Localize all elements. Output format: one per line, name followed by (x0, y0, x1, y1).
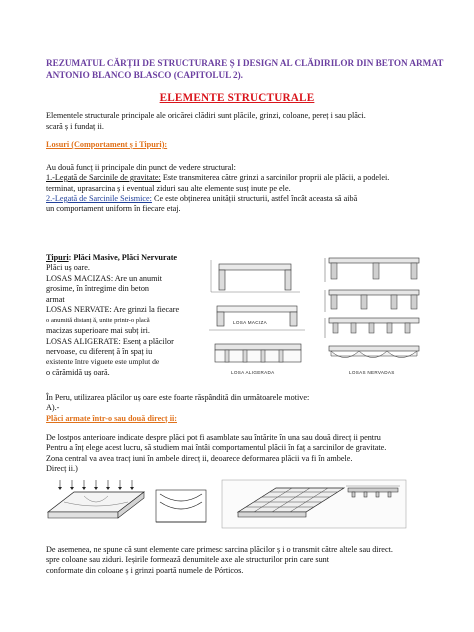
loaded-slab-drawing (48, 480, 144, 518)
slab-types-illustration (205, 252, 433, 382)
types-line: nervoase, cu diferenț ă în spaț iu (46, 347, 153, 356)
document-title (46, 57, 446, 81)
types-line: Plăci uș oare. (46, 263, 90, 272)
para2-line: Direcț ii.) (46, 464, 78, 473)
function-2 (46, 194, 357, 205)
losa-aligerada-label: LOSA ALIGERADA (231, 370, 275, 375)
function-2-text: Ce este obținerea unității structurii, astfel încât aceasta să aibă (151, 194, 358, 203)
deflected-strip-drawing (156, 490, 206, 522)
types-label: Tipuri (46, 253, 69, 262)
losa-maciza-drawing (209, 260, 305, 330)
losa-nervada-drawing (325, 258, 419, 375)
title-line-1: REZUMATUL CĂRȚII DE STRUCTURARE Ș I DESIGN AL CLĂDIRILOR DIN BETON ARMAT (46, 58, 444, 68)
types-line: o cărămidă uș oară. (46, 368, 110, 377)
types-line: LOSAS ALIGERATE: Esenț a plăcilor (46, 337, 174, 346)
ribbed-slab-drawing (222, 480, 406, 528)
peru-line: În Peru, utilizarea plăcilor uș oare este foarte răspândită din următoarele motive: (46, 393, 310, 402)
para2-line: Zona central va avea tracț iuni în ambele direcț ii, deoarece deformarea plăcii va fi în ambele. (46, 454, 353, 463)
title-line-2: ANTONIO BLANCO BLASCO (CAPITOLUL 2). (46, 70, 243, 80)
types-line: LOSAS NERVATE: Are grinzi la fiecare (46, 305, 180, 314)
para3-line: conformate din coloane ș i grinzi poartă numele de Pórticos. (46, 566, 244, 575)
function-1-line-2: terminat, uprasarcina ș i eventual ziduri sau alte elemente susț inute pe ele. (46, 184, 291, 193)
types-line: o anumită distanț ă, unite printr-o placă (46, 317, 150, 324)
types-line: existente între viguete este umplut de (46, 357, 160, 366)
function-2-line-2: un comportament uniform în fiecare etaj. (46, 204, 181, 213)
para2-line: Pentru a înț elege acest lucru, să studiem mai întâi comportamentul plăcii în faț a sarcinilor de gravitate. (46, 443, 387, 452)
types-line: LOSAS MACIZAS: Are un anumit (46, 274, 162, 283)
peru-point: A).- (46, 403, 60, 412)
functions-intro: Au două funcț ii principale din punct de vedere structural: (46, 163, 236, 172)
function-1-text: Este transmiterea către grinzi a sarcinilor proprii ale plăcii, a podelei. (160, 173, 390, 182)
function-1 (46, 173, 389, 184)
para3-line: spre coloane sau ziduri. Ieșirile formează denumitele axe ale structurilor prin care sunt (46, 555, 330, 564)
two-way-heading: Plăci armate într-o sau două direcț ii: (46, 414, 177, 423)
losa-maciza-label: LOSA MACIZA (233, 320, 267, 325)
function-2-label: 2.-Legată de Sarcinile Seismice: (46, 194, 152, 203)
types-heading (46, 253, 177, 264)
function-1-label: 1.-Legată de Sarcinile de gravitate: (46, 173, 161, 182)
intro-line-2: scară ș i fundaț ii. (46, 122, 104, 131)
types-line: armat (46, 295, 65, 304)
intro-line-1: Elementele structurale principale ale oricărei clădiri sunt plăcile, grinzi, coloane, pereț i sau plăci. (46, 111, 366, 120)
para2-line: De lostpos anterioare indicate despre plăci pot fi asamblate sau întărite în una sau două direcț ii pentru (46, 433, 381, 442)
losa-aligerada-drawing (215, 344, 301, 375)
types-line: grosime, în întregime din beton (46, 284, 150, 293)
loads-heading: Losuri (Comportament ș i Tipuri): (46, 140, 168, 149)
section-heading: ELEMENTE STRUCTURALE (159, 92, 315, 104)
types-text: : Plăci Masive, Plăci Nervurate (68, 253, 178, 262)
para3-line: De asemenea, ne spune că sunt elemente care primesc sarcina plăcilor ș i o transmit către altele sau direct. (46, 545, 393, 554)
losa-nervadas-label: LOSAS NERVADAS (349, 370, 395, 375)
types-line: macizas superioare mai subț iri. (46, 326, 150, 335)
two-way-slab-illustration (44, 478, 424, 530)
